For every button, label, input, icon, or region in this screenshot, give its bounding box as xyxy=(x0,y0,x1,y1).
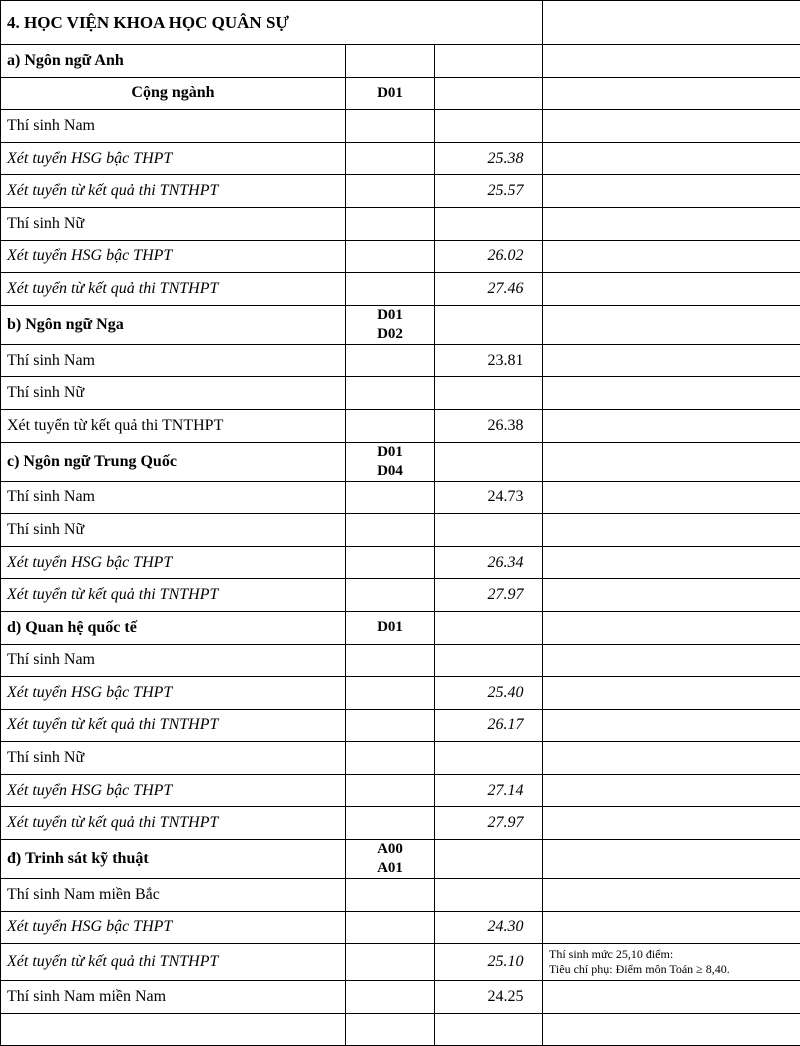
row-label: Thí sinh Nam xyxy=(1,644,346,677)
note-cell xyxy=(543,175,800,208)
row-label: Xét tuyển HSG bậc THPT xyxy=(1,911,346,944)
score-cell xyxy=(435,305,543,344)
note-cell xyxy=(543,142,800,175)
note-cell xyxy=(543,77,800,110)
note-cell xyxy=(543,709,800,742)
table-row xyxy=(1,709,800,742)
table-row xyxy=(1,409,800,442)
subject-code: A00 xyxy=(352,840,428,859)
row-label: Thí sinh Nữ xyxy=(1,742,346,775)
score-cell xyxy=(435,207,543,240)
row-label: Xét tuyển HSG bậc THPT xyxy=(1,142,346,175)
table-row xyxy=(1,514,800,547)
table-row xyxy=(1,911,800,944)
subject-code-cell xyxy=(346,611,435,644)
subject-code-cell xyxy=(346,911,435,944)
row-label: Thí sinh Nữ xyxy=(1,377,346,410)
title-note-cell xyxy=(543,1,800,45)
note-cell xyxy=(543,110,800,143)
table-row xyxy=(1,981,800,1014)
score-cell: 27.46 xyxy=(435,273,543,306)
row-label: Thí sinh Nam miền Bắc xyxy=(1,879,346,912)
note-cell xyxy=(543,579,800,612)
subject-code-cell xyxy=(346,981,435,1014)
table-row xyxy=(1,742,800,775)
score-cell xyxy=(435,377,543,410)
subject-code-cell xyxy=(346,481,435,514)
table-row xyxy=(1,807,800,840)
table-row xyxy=(1,142,800,175)
table-row xyxy=(1,273,800,306)
row-label: b) Ngôn ngữ Nga xyxy=(1,305,346,344)
note-cell xyxy=(543,879,800,912)
subject-code-cell xyxy=(346,442,435,481)
table-row xyxy=(1,442,800,481)
subject-code: D01 xyxy=(352,84,428,103)
score-cell: 24.25 xyxy=(435,981,543,1014)
note-cell xyxy=(543,944,800,981)
note-cell xyxy=(543,377,800,410)
table-body xyxy=(1,1,800,1046)
row-label: d) Quan hệ quốc tế xyxy=(1,611,346,644)
note-cell xyxy=(543,45,800,78)
note-cell xyxy=(543,273,800,306)
subject-code-cell xyxy=(346,807,435,840)
subject-code-cell xyxy=(346,409,435,442)
row-label: Xét tuyển HSG bậc THPT xyxy=(1,240,346,273)
table-row xyxy=(1,879,800,912)
score-cell xyxy=(435,879,543,912)
subject-code-cell xyxy=(346,77,435,110)
subject-code-cell xyxy=(346,377,435,410)
row-label: Xét tuyển từ kết quả thi TNTHPT xyxy=(1,807,346,840)
table-row xyxy=(1,45,800,78)
row-label: a) Ngôn ngữ Anh xyxy=(1,45,346,78)
subject-code-cell xyxy=(346,579,435,612)
note-cell xyxy=(543,240,800,273)
subject-code-cell xyxy=(346,879,435,912)
table-row xyxy=(1,110,800,143)
subject-code-cell xyxy=(346,207,435,240)
score-cell: 27.97 xyxy=(435,807,543,840)
note-cell xyxy=(543,742,800,775)
table-row xyxy=(1,944,800,981)
subject-code-cell xyxy=(346,273,435,306)
note-cell xyxy=(543,207,800,240)
subject-code-cell xyxy=(346,840,435,879)
row-label: Xét tuyển từ kết quả thi TNTHPT xyxy=(1,944,346,981)
score-cell xyxy=(435,644,543,677)
subject-code: A01 xyxy=(352,859,428,878)
institution-title: 4. HỌC VIỆN KHOA HỌC QUÂN SỰ xyxy=(1,1,543,45)
score-cell: 24.30 xyxy=(435,911,543,944)
row-label: Thí sinh Nam xyxy=(1,110,346,143)
subject-code-cell xyxy=(346,677,435,710)
note-cell xyxy=(543,677,800,710)
row-label xyxy=(1,1013,346,1046)
table-row xyxy=(1,611,800,644)
note-cell xyxy=(543,911,800,944)
note-line: Tiêu chí phụ: Điểm môn Toán ≥ 8,40. xyxy=(549,962,794,977)
subject-code-cell xyxy=(346,142,435,175)
subject-code-cell xyxy=(346,175,435,208)
note-cell xyxy=(543,305,800,344)
note-cell xyxy=(543,774,800,807)
table-row xyxy=(1,305,800,344)
table-row xyxy=(1,546,800,579)
table-row xyxy=(1,240,800,273)
note-cell xyxy=(543,546,800,579)
note-cell xyxy=(543,409,800,442)
row-label: Xét tuyển HSG bậc THPT xyxy=(1,774,346,807)
row-label: Xét tuyển từ kết quả thi TNTHPT xyxy=(1,709,346,742)
table-row xyxy=(1,481,800,514)
score-cell: 26.17 xyxy=(435,709,543,742)
subject-code-cell xyxy=(346,944,435,981)
table-row xyxy=(1,579,800,612)
table-row xyxy=(1,1013,800,1046)
score-cell xyxy=(435,110,543,143)
row-label: Cộng ngành xyxy=(1,77,346,110)
subject-code: D01 xyxy=(352,443,428,462)
score-cell xyxy=(435,442,543,481)
score-cell xyxy=(435,45,543,78)
table-row xyxy=(1,677,800,710)
subject-code-cell xyxy=(346,644,435,677)
subject-code-cell xyxy=(346,742,435,775)
note-cell xyxy=(543,807,800,840)
subject-code: D01 xyxy=(352,618,428,637)
row-label: Thí sinh Nam xyxy=(1,344,346,377)
table-row xyxy=(1,175,800,208)
subject-code-cell xyxy=(346,1013,435,1046)
score-cell: 25.57 xyxy=(435,175,543,208)
row-label: c) Ngôn ngữ Trung Quốc xyxy=(1,442,346,481)
table-row xyxy=(1,344,800,377)
subject-code-cell xyxy=(346,240,435,273)
score-cell: 24.73 xyxy=(435,481,543,514)
table-row xyxy=(1,774,800,807)
score-cell: 27.97 xyxy=(435,579,543,612)
table-row xyxy=(1,77,800,110)
row-label: Thí sinh Nữ xyxy=(1,514,346,547)
score-cell xyxy=(435,1013,543,1046)
subject-code-cell xyxy=(346,774,435,807)
subject-code-cell xyxy=(346,344,435,377)
table-row xyxy=(1,644,800,677)
subject-code: D04 xyxy=(352,462,428,481)
score-cell xyxy=(435,514,543,547)
note-cell xyxy=(543,1013,800,1046)
row-label: Xét tuyển từ kết quả thi TNTHPT xyxy=(1,409,346,442)
row-label: Thí sinh Nữ xyxy=(1,207,346,240)
score-cell xyxy=(435,77,543,110)
table-row xyxy=(1,377,800,410)
score-cell: 26.02 xyxy=(435,240,543,273)
row-label: Xét tuyển từ kết quả thi TNTHPT xyxy=(1,273,346,306)
score-cell xyxy=(435,840,543,879)
subject-code-cell xyxy=(346,110,435,143)
table-row xyxy=(1,840,800,879)
row-label: Xét tuyển HSG bậc THPT xyxy=(1,677,346,710)
row-label: Xét tuyển từ kết quả thi TNTHPT xyxy=(1,175,346,208)
score-cell xyxy=(435,611,543,644)
score-cell: 25.10 xyxy=(435,944,543,981)
subject-code-cell xyxy=(346,709,435,742)
subject-code: D02 xyxy=(352,325,428,344)
note-cell xyxy=(543,644,800,677)
score-cell: 23.81 xyxy=(435,344,543,377)
note-cell xyxy=(543,514,800,547)
row-label: Thí sinh Nam miền Nam xyxy=(1,981,346,1014)
row-label: Xét tuyển HSG bậc THPT xyxy=(1,546,346,579)
note-cell xyxy=(543,981,800,1014)
subject-code-cell xyxy=(346,514,435,547)
note-cell xyxy=(543,481,800,514)
score-cell: 25.40 xyxy=(435,677,543,710)
subject-code-cell xyxy=(346,305,435,344)
row-label: Thí sinh Nam xyxy=(1,481,346,514)
table-row xyxy=(1,207,800,240)
score-cell xyxy=(435,742,543,775)
row-label: đ) Trinh sát kỹ thuật xyxy=(1,840,346,879)
note-cell xyxy=(543,344,800,377)
subject-code-cell xyxy=(346,45,435,78)
note-line: Thí sinh mức 25,10 điểm: xyxy=(549,947,794,962)
subject-code-cell xyxy=(346,546,435,579)
score-cell: 26.38 xyxy=(435,409,543,442)
score-cell: 26.34 xyxy=(435,546,543,579)
note-cell xyxy=(543,611,800,644)
score-cell: 27.14 xyxy=(435,774,543,807)
title-row xyxy=(1,1,800,45)
score-cell: 25.38 xyxy=(435,142,543,175)
row-label: Xét tuyển từ kết quả thi TNTHPT xyxy=(1,579,346,612)
subject-code: D01 xyxy=(352,306,428,325)
note-cell xyxy=(543,840,800,879)
note-cell xyxy=(543,442,800,481)
